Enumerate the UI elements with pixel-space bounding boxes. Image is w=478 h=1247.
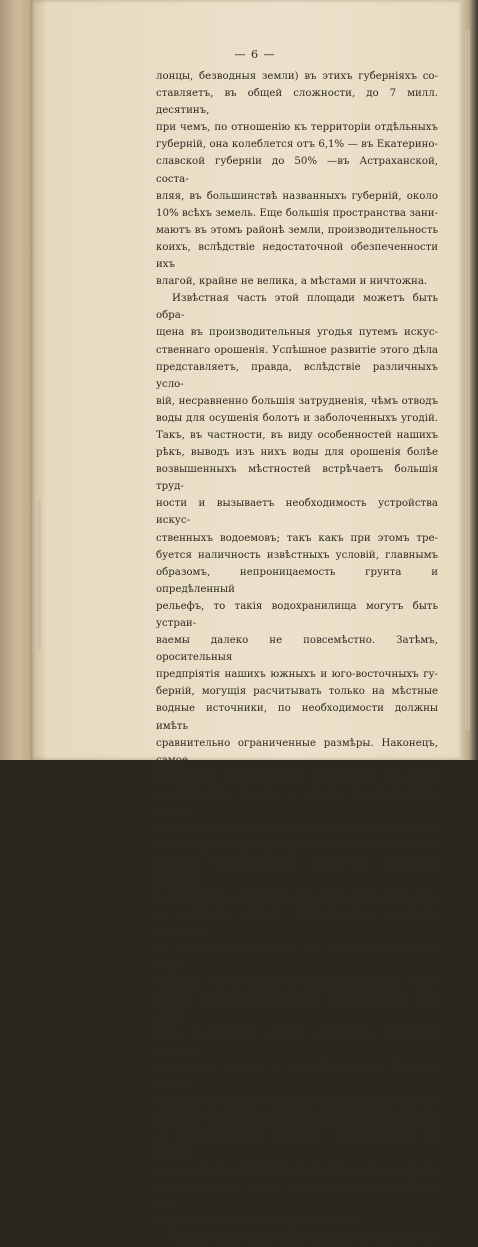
text-line: рельефъ, то такiя водохранилища могутъ быть устраи- <box>156 600 438 629</box>
text-line: Извѣстная часть этой площади можетъ быть обра- <box>156 293 438 322</box>
text-line: влагой, крайне не велика, а мѣстами и ничтожна. <box>156 276 428 288</box>
text-line: со солончаковыми почвами, занимающими на восточ- <box>156 1130 438 1159</box>
page-stack-edge <box>460 0 478 760</box>
text-line: бернiй, могущiя расчитывать только на мѣстные <box>156 686 438 698</box>
text-line: обращенiя ихъ въ культурныя угодья. <box>156 1216 360 1228</box>
text-line: при чемъ, по отношенiю къ территорiи отдѣльныхъ <box>156 122 438 134</box>
text-line: во многихъ мѣстностяхъ на югѣ и юго-востокѣ Евро- <box>156 942 438 971</box>
page-number: — 6 — <box>234 48 276 61</box>
text-line: Такъ, въ частности, въ виду особенностей нашихъ <box>156 429 438 441</box>
page-edge-line <box>465 30 467 730</box>
text-line: буется наличность извѣстныхъ условiй, главнымъ <box>156 549 438 561</box>
text-line: сравнительно дорого, а веденiе ирригацiоннаго хозяй- <box>156 788 438 818</box>
text-line: ственнаго орошенiя. Успѣшное развитiе этого дѣла <box>156 344 438 356</box>
text-line: представляется почти единственнымъ способомъ для <box>156 1182 438 1211</box>
body-text <box>156 68 438 1247</box>
text-line: сравнительно ограниченные размѣры. Наконецъ, самое <box>156 737 438 766</box>
text-line: рѣкъ, выводъ изъ нихъ воды для орошенiя болѣе <box>156 447 438 459</box>
text-line: чивости мѣстному сельскому хозяйству. Въ нѣкото- <box>156 1096 438 1108</box>
text-line: вiй, несравненно большiя затрудненiя, чѣмъ отводъ <box>156 395 438 407</box>
text-line: водные источники, по необходимости должны имѣть <box>156 703 438 732</box>
text-line: во всякомъ случаѣ, искусственное орошенiе является <box>156 908 438 937</box>
previous-page-edge <box>0 0 30 760</box>
text-line: губернiй, она колеблется отъ 6,1% — въ Екатерино- <box>156 139 438 151</box>
text-line: ности и вызываетъ необходимость устройства искус- <box>156 498 438 527</box>
text-line: рыхъ же случаяхъ, какъ напримѣръ въ мѣстностяхъ <box>156 1113 438 1125</box>
text-line: ства требуетъ большого опыта и умѣнiя, вслѣдствiе <box>156 823 438 835</box>
text-line: ставляетъ, въ общей сложности, до 7 милл. десятинъ, <box>156 88 438 117</box>
text-line: Значительно болѣе повсемѣстною потребностью <box>172 1233 438 1245</box>
text-line: ствомъ для цѣлесообразнаго использованiя того скуд- <box>156 994 438 1023</box>
text-line: должна предшествовать выработка опытныхъ данныхъ <box>156 857 438 886</box>
text-line: вляя, въ большинствѣ названныхъ губернiй, около <box>156 190 438 202</box>
text-line: возвышенныхъ мѣстностей встрѣчаетъ большiя труд- <box>156 464 438 493</box>
text-line: образомъ, непроницаемость грунта и опредѣленный <box>156 566 438 595</box>
text-line: представляетъ, правда, вслѣдствiе различныхъ усло- <box>156 361 438 390</box>
text-line: номъ районѣ обширныя площади земли, орошенiе <box>156 1165 438 1176</box>
margin-stain <box>38 500 41 650</box>
text-line: лонцы, безводныя земли) въ этихъ губернiяхъ со- <box>156 71 438 82</box>
text-line: и подготовка свѣдущихъ въ этомъ дѣлѣ лицъ. Но, <box>156 891 438 903</box>
text-line: устройство оросительныхъ сооруженiй обходится <box>156 771 438 783</box>
text-line: чего широкому распространенiю такихъ хозяйствъ <box>156 840 438 852</box>
text-line: пейской Россiи наиболѣе дѣйствительнымъ сред- <box>156 976 438 988</box>
text-line: славской губернiи до 50% —въ Астраханской, соста- <box>156 156 438 185</box>
text-line: 10% всѣхъ земель. Еще большiя пространства зани- <box>156 207 438 219</box>
text-line: ственныхъ водоемовъ; такъ какъ при этомъ тре- <box>156 532 438 544</box>
text-line: наго количества влаги, которымъ надѣлены разсма- <box>156 1028 438 1057</box>
text-line: воды для осушенiя болотъ и заболоченныхъ угодiй. <box>156 412 438 424</box>
text-line: щена въ производительныя угодья путемъ искус- <box>156 327 438 339</box>
text-line: коихъ, вслѣдствiе недостаточной обезпеченности ихъ <box>156 241 438 271</box>
text-line: ваемы далеко не повсемѣстно. Затѣмъ, оросительныя <box>156 635 438 664</box>
text-line: маютъ въ этомъ районѣ земли, производительность <box>156 224 438 236</box>
text-line: предпрiятiя нашихъ южныхъ и юго-восточныхъ гу- <box>156 669 438 681</box>
text-line: триваемый районъ, и для обезпеченiя большей устой- <box>156 1062 438 1091</box>
